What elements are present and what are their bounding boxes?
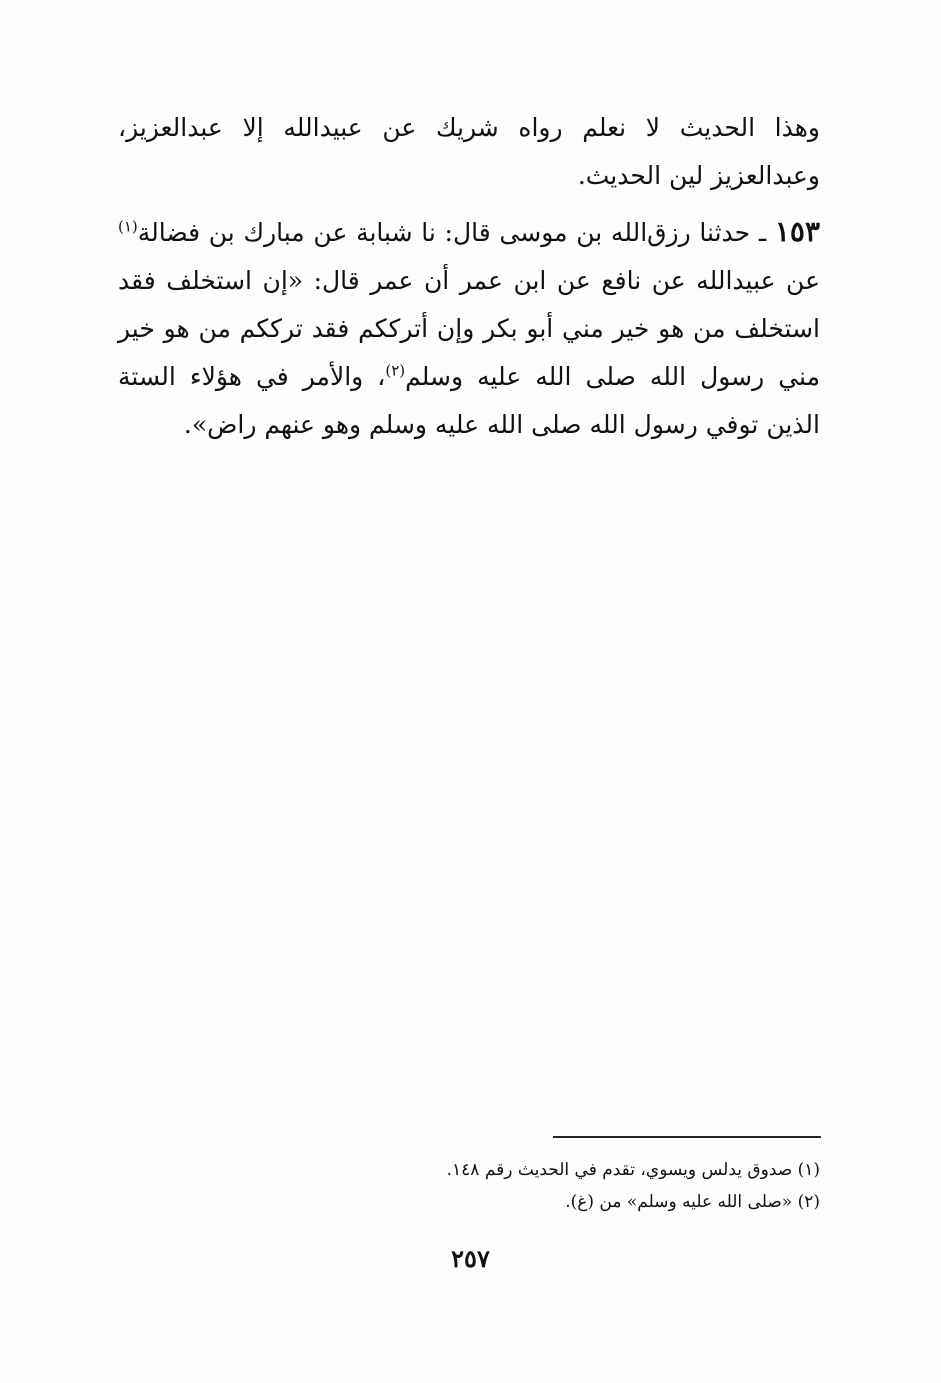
footnotes-section (118, 1154, 820, 1218)
hadith-paragraph (118, 208, 820, 449)
footnote-ref-2: (٢) (385, 361, 406, 380)
footnote-2: (٢) «صلى الله عليه وسلم» من (غ). (565, 1192, 820, 1212)
footnote-1: (١) صدوق يدلس ويسوي، تقدم في الحديث رقم ١٤٨. (446, 1160, 820, 1180)
hadith-text-part-3: ، والأمر في هؤلاء الستة الذين توفي رسول الله صلى الله عليه وسلم وهو عنهم راض». (118, 362, 820, 439)
hadith-number: ١٥٣ (774, 215, 821, 248)
page-number: ٢٥٧ (451, 1244, 490, 1273)
paragraph-intro: وهذا الحديث لا نعلم رواه شريك عن عبيدالله إلا عبدالعزيز، وعبدالعزيز لين الحديث. (118, 113, 820, 190)
main-text-block (118, 104, 820, 457)
hadith-dash: ـ (750, 218, 775, 247)
footnote-divider (553, 1136, 821, 1138)
hadith-text-part-2: عن عبيدالله عن نافع عن ابن عمر أن عمر قال: «إن استخلف فقد استخلف من هو خير مني أبو بكر وإن أترككم فقد ترككم من هو خير مني رسول الله صلى الله عليه وسلم (118, 266, 820, 391)
hadith-text-part-1: حدثنا رزق‌الله بن موسى قال: نا شبابة عن مبارك بن فضالة (137, 218, 751, 247)
footnote-ref-1: (١) (118, 217, 138, 236)
